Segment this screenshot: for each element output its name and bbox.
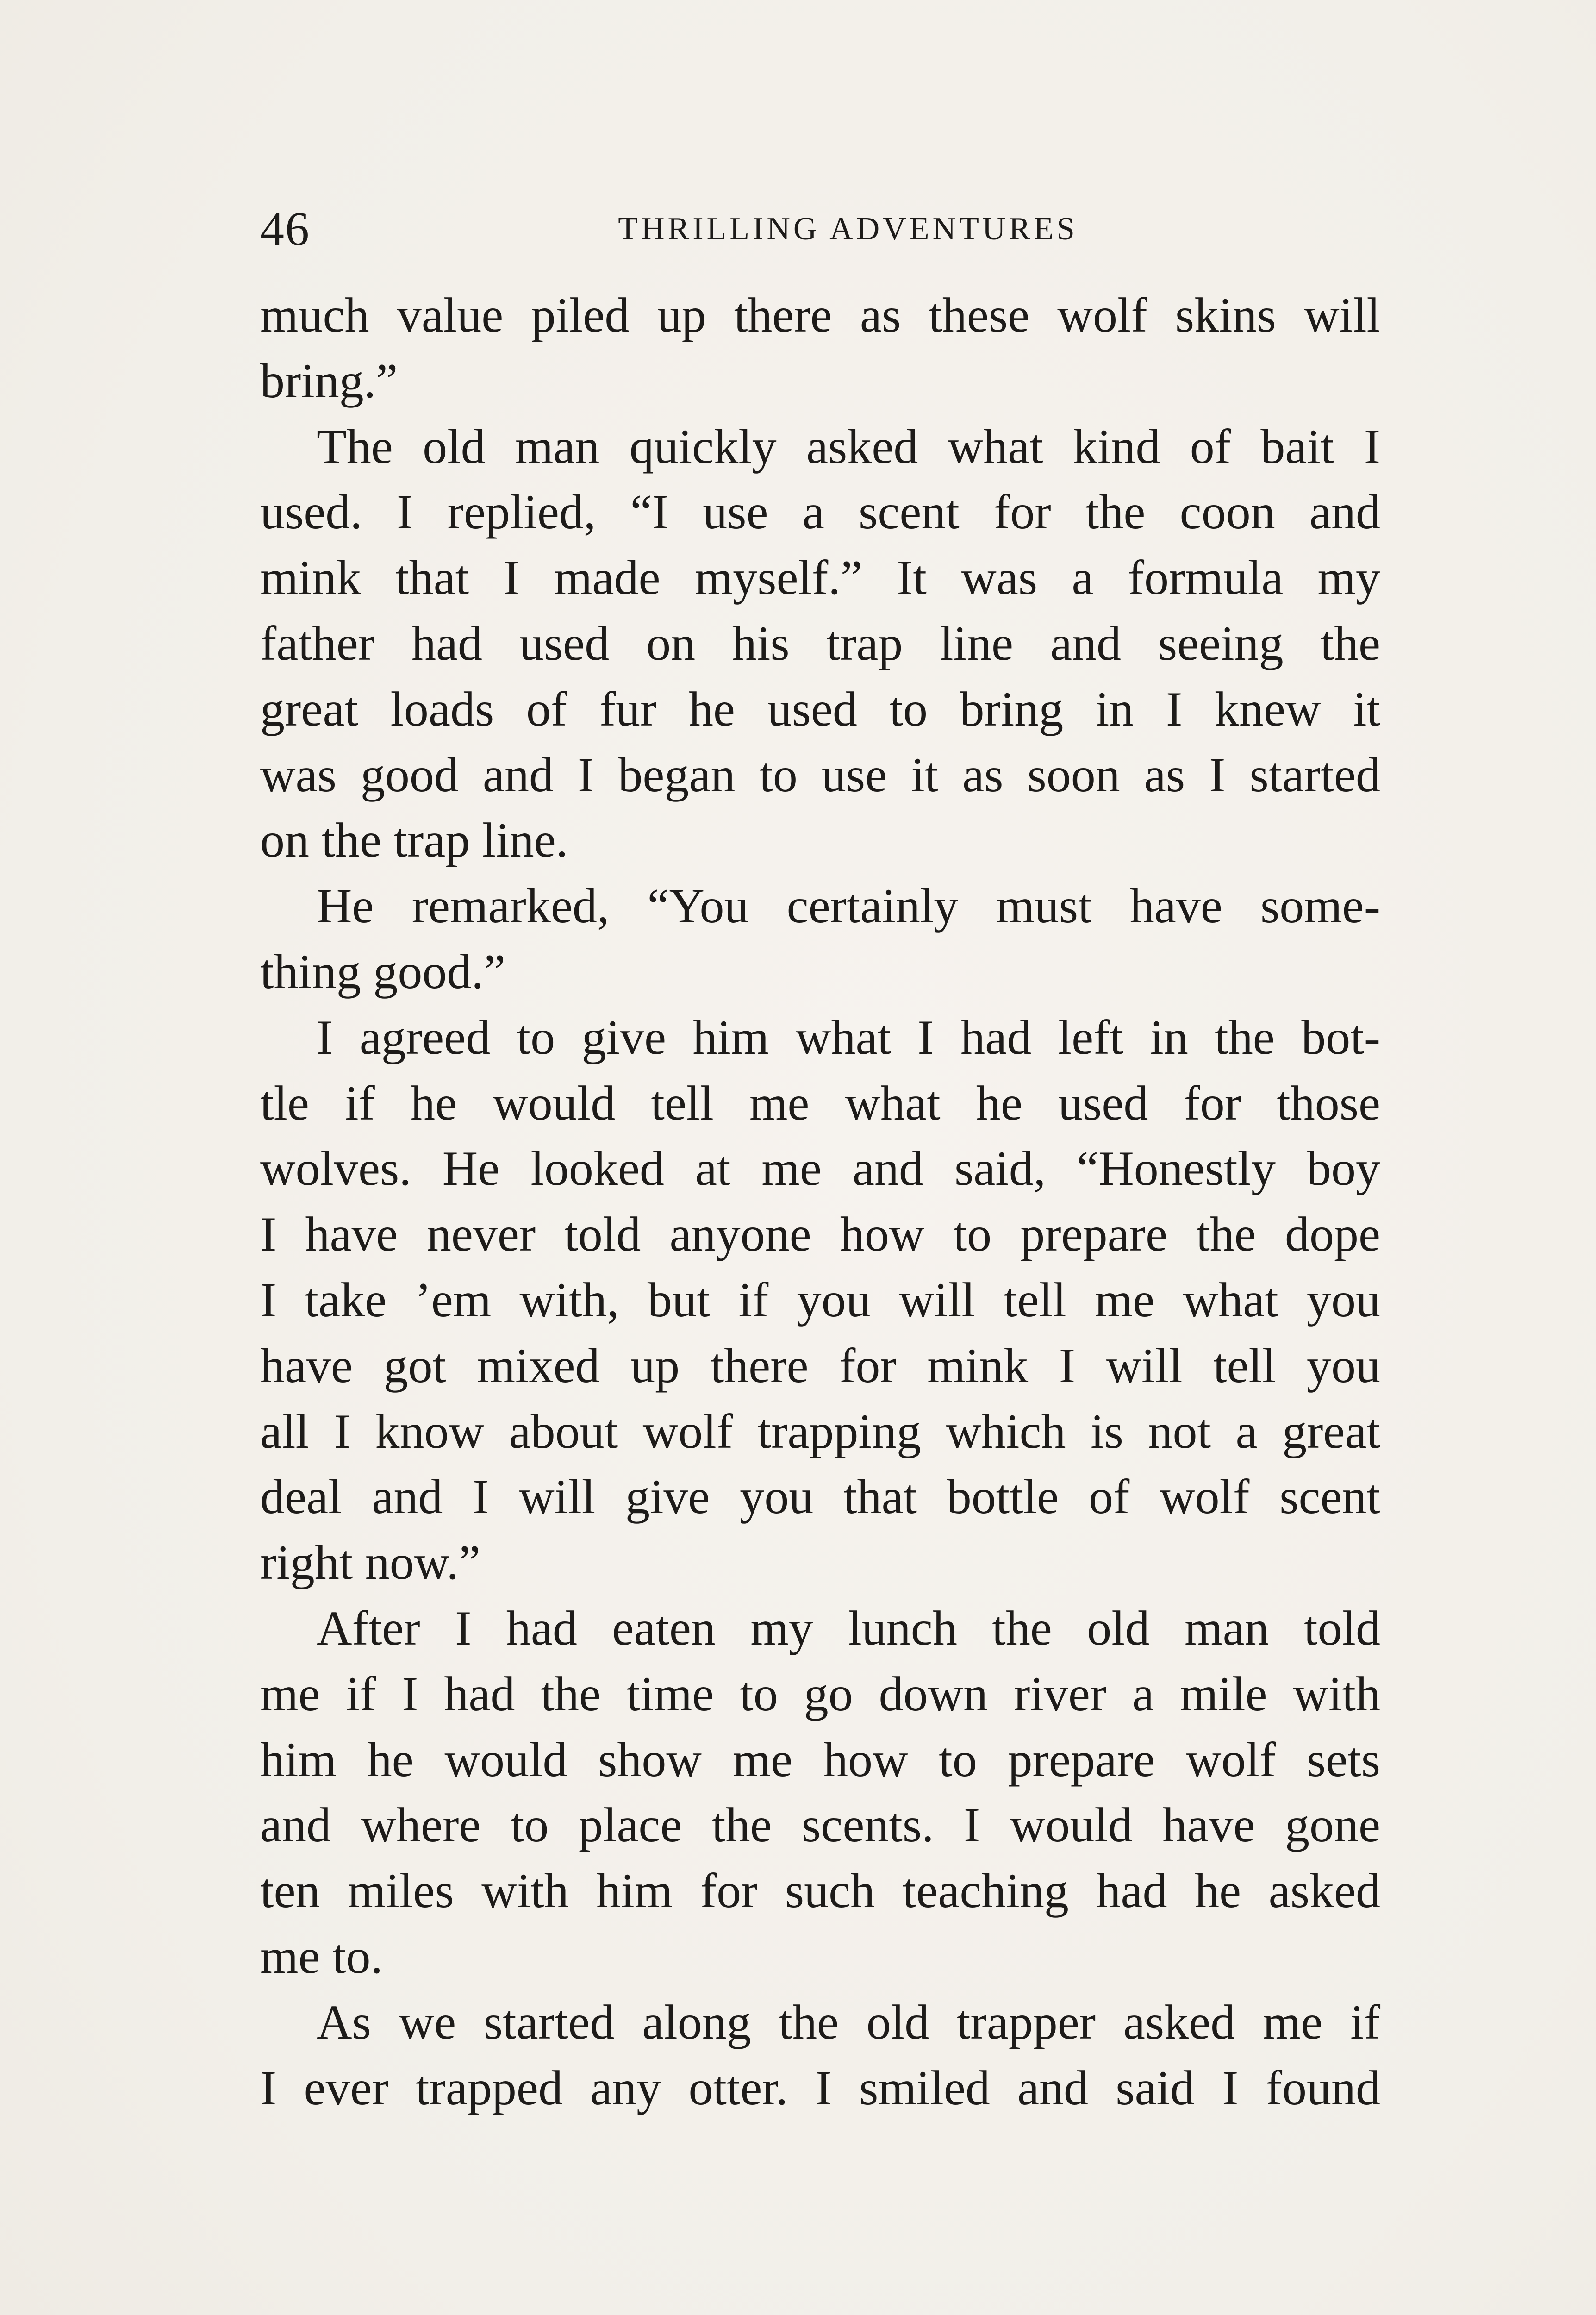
text-line: deal and I will give you that bottle of wolf scent <box>260 1470 1380 1524</box>
text-line: used. I replied, “I use a scent for the coon and <box>260 485 1380 539</box>
text-line: and where to place the scents. I would have gone <box>260 1798 1380 1852</box>
text-line: I take ’em with, but if you will tell me what you <box>260 1272 1380 1327</box>
text-line: I have never told anyone how to prepare the dope <box>260 1207 1380 1262</box>
text-line: on the trap line. <box>260 813 568 868</box>
text-line: me to. <box>260 1929 383 1983</box>
text-line: right now.” <box>260 1535 480 1590</box>
text-line: I agreed to give him what I had left in the bot- <box>317 1010 1380 1064</box>
text-line: After I had eaten my lunch the old man told <box>317 1601 1380 1655</box>
text-line: all I know about wolf trapping which is not a great <box>260 1404 1380 1458</box>
text-line: me if I had the time to go down river a mile with <box>260 1666 1380 1721</box>
body-text <box>260 282 1380 2121</box>
text-line: The old man quickly asked what kind of bait I <box>317 419 1380 474</box>
page-number: 46 <box>260 202 310 256</box>
text-line: I ever trapped any otter. I smiled and said I found <box>260 2060 1380 2115</box>
text-line: thing good.” <box>260 944 505 999</box>
running-head <box>260 199 1380 259</box>
text-line: tle if he would tell me what he used for those <box>260 1076 1380 1130</box>
text-line: wolves. He looked at me and said, “Honestly boy <box>260 1141 1380 1196</box>
text-line: great loads of fur he used to bring in I knew it <box>260 682 1380 736</box>
text-line: father had used on his trap line and seeing the <box>260 616 1380 670</box>
chapter-title: THRILLING ADVENTURES <box>618 211 1078 247</box>
text-line: As we started along the old trapper asked me if <box>317 1995 1380 2049</box>
text-line: bring.” <box>260 353 398 408</box>
text-line: He remarked, “You certainly must have some- <box>317 879 1380 933</box>
text-line: mink that I made myself.” It was a formula my <box>260 551 1380 605</box>
text-line: have got mixed up there for mink I will tell you <box>260 1338 1380 1393</box>
text-line: much value piled up there as these wolf skins will <box>260 288 1380 342</box>
text-line: him he would show me how to prepare wolf sets <box>260 1732 1380 1787</box>
text-line: ten miles with him for such teaching had he asked <box>260 1864 1380 1918</box>
text-line: was good and I began to use it as soon as I started <box>260 747 1380 802</box>
